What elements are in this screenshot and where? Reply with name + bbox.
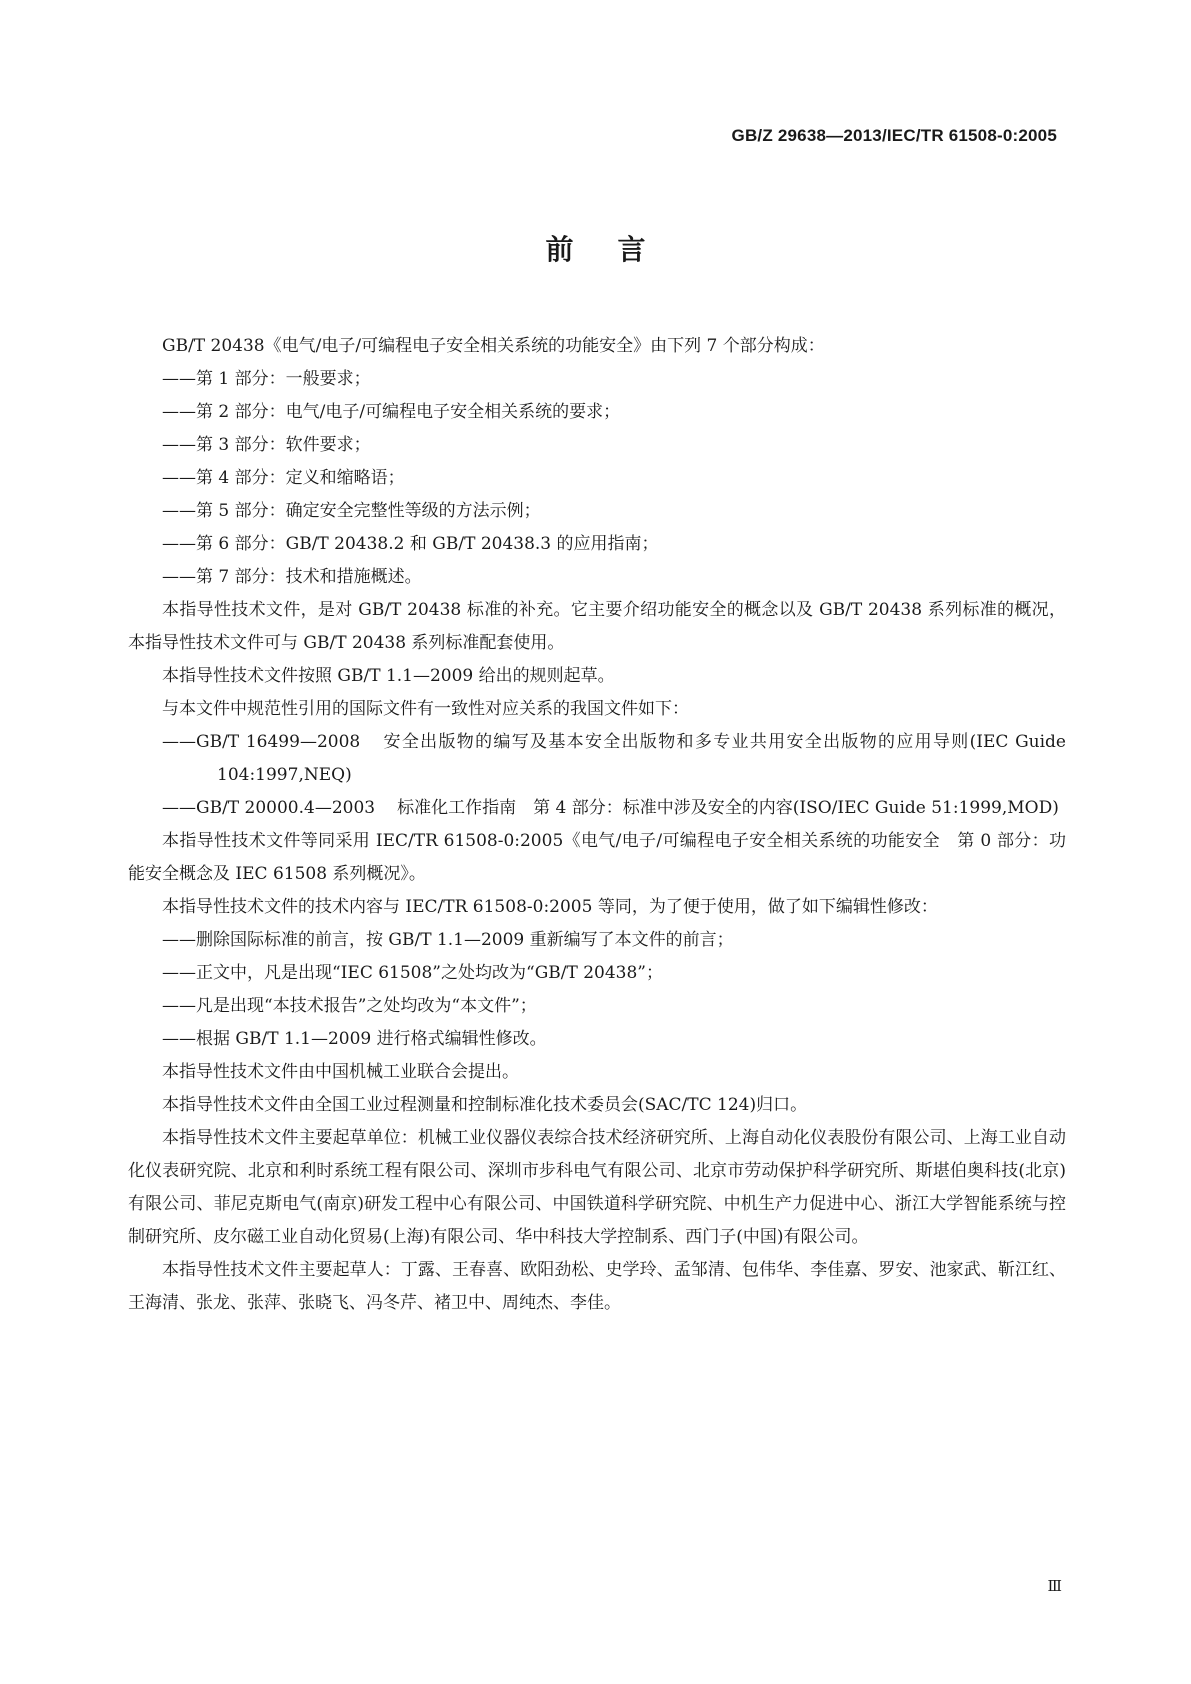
part-item: ——第 4 部分：定义和缩略语； [162, 468, 405, 488]
document-body [128, 330, 1066, 1320]
change-item: ——正文中，凡是出现“IEC 61508”之处均改为“GB/T 20438”； [162, 963, 664, 983]
centralized-by-paragraph: 本指导性技术文件由全国工业过程测量和控制标准化技术委员会(SAC/TC 124)归口。 [162, 1095, 808, 1115]
supplement-paragraph: 本指导性技术文件，是对 GB/T 20438 标准的补充。它主要介绍功能安全的概念以及 GB/T 20438 系列标准的概况，本指导性技术文件可与 GB/T 20438 系列标准配套使用。 [128, 600, 1066, 653]
part-item: ——第 2 部分：电气/电子/可编程电子安全相关系统的要求； [162, 402, 621, 422]
part-item: ——第 1 部分：一般要求； [162, 369, 371, 389]
part-item: ——第 5 部分：确定安全完整性等级的方法示例； [162, 501, 541, 521]
change-item: ——凡是出现“本技术报告”之处均改为“本文件”； [162, 996, 537, 1016]
proposed-by-paragraph: 本指导性技术文件由中国机械工业联合会提出。 [162, 1062, 519, 1082]
change-item: ——根据 GB/T 1.1—2009 进行格式编辑性修改。 [162, 1029, 547, 1049]
page-title: 前言 [545, 233, 690, 266]
reference-text: 安全出版物的编写及基本安全出版物和多专业共用安全出版物的应用导则(IEC Guide 104:1997,NEQ) [217, 732, 1066, 785]
change-item: ——删除国际标准的前言，按 GB/T 1.1—2009 重新编写了本文件的前言； [162, 930, 734, 950]
changes-intro: 本指导性技术文件的技术内容与 IEC/TR 61508-0:2005 等同，为了便于使用，做了如下编辑性修改： [162, 897, 938, 917]
part-item: ——第 6 部分：GB/T 20438.2 和 GB/T 20438.3 的应用指南； [162, 534, 659, 554]
correspondence-intro: 与本文件中规范性引用的国际文件有一致性对应关系的我国文件如下： [162, 699, 689, 719]
drafters-paragraph: 本指导性技术文件主要起草人：丁露、王春喜、欧阳劲松、史学玲、孟邹清、包伟华、李佳嘉、罗安、池家武、靳江红、王海清、张龙、张萍、张晓飞、冯冬芹、褚卫中、周纯杰、李佳。 [128, 1260, 1066, 1313]
reference-item [128, 726, 1066, 792]
reference-code: ——GB/T 16499—2008 [162, 732, 361, 752]
reference-code: ——GB/T 20000.4—2003 [162, 798, 376, 818]
reference-text: 标准化工作指南 第 4 部分：标准中涉及安全的内容(ISO/IEC Guide 51:1999,MOD) [397, 798, 1059, 818]
reference-item [128, 792, 1066, 825]
drafting-units-paragraph: 本指导性技术文件主要起草单位：机械工业仪器仪表综合技术经济研究所、上海自动化仪表股份有限公司、上海工业自动化仪表研究院、北京和利时系统工程有限公司、深圳市步科电气有限公司、北京市劳动保护科学研究所、斯堪伯奥科技(北京)有限公司、菲尼克斯电气(南京)研发工程中心有限公司、中国铁道科学研究院、中机生产力促进中心、浙江大学智能系统与控制研究所、皮尔磁工业自动化贸易(上海)有限公司、华中科技大学控制系、西门子(中国)有限公司。 [128, 1128, 1066, 1247]
drafting-rule-paragraph: 本指导性技术文件按照 GB/T 1.1—2009 给出的规则起草。 [162, 666, 615, 686]
page-number: Ⅲ [1047, 1577, 1061, 1595]
adoption-paragraph: 本指导性技术文件等同采用 IEC/TR 61508-0:2005《电气/电子/可编程电子安全相关系统的功能安全 第 0 部分：功能安全概念及 IEC 61508 系列概况》。 [128, 831, 1066, 884]
intro-paragraph: GB/T 20438《电气/电子/可编程电子安全相关系统的功能安全》由下列 7 个部分构成： [162, 336, 825, 356]
part-item: ——第 7 部分：技术和措施概述。 [162, 567, 422, 587]
standard-id: GB/Z 29638—2013/IEC/TR 61508-0:2005 [731, 126, 1057, 145]
part-item: ——第 3 部分：软件要求； [162, 435, 371, 455]
